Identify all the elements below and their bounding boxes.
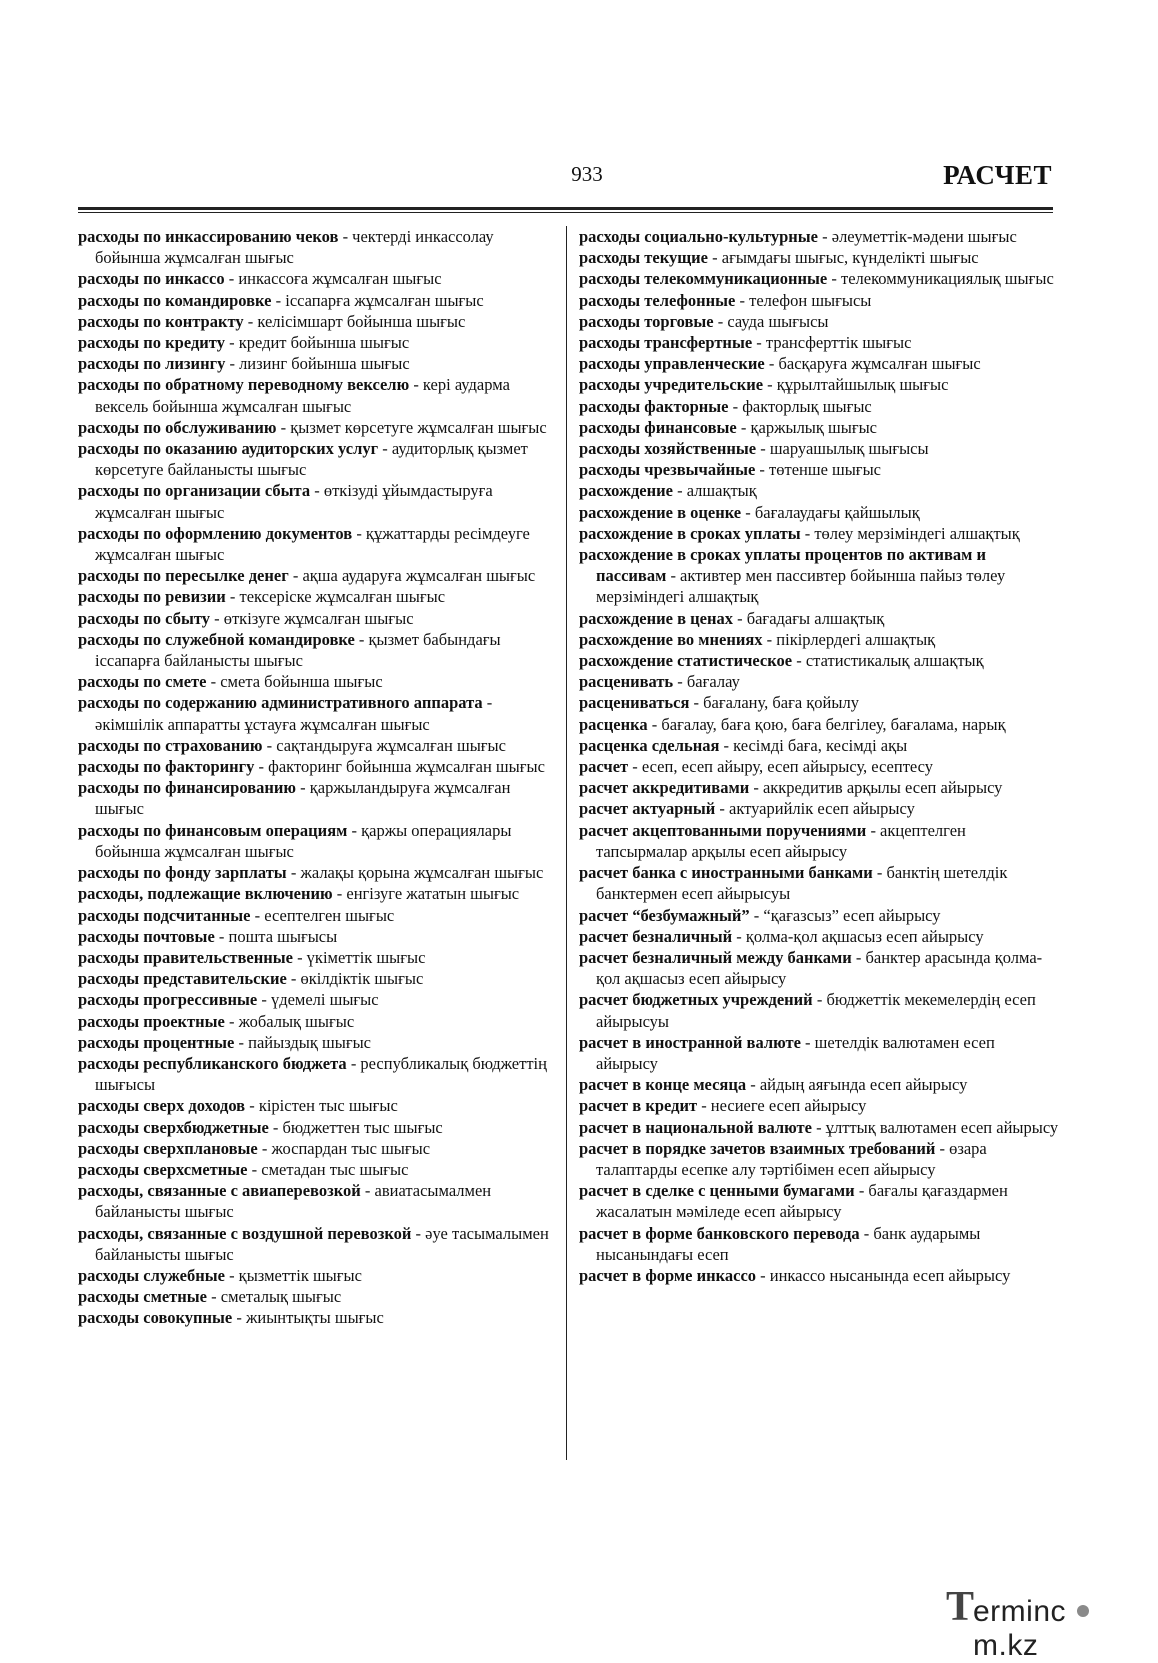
entry-term: расходы почтовые	[78, 926, 215, 946]
entry-definition: - жиынтықты шығыс	[232, 1308, 384, 1328]
entry-term: расчет в конце месяца	[579, 1075, 747, 1095]
entry-definition: - өкілдіктік шығыс	[286, 969, 424, 989]
dictionary-entry	[78, 947, 558, 968]
entry-definition: - кірістен тыс шығыс	[245, 1096, 398, 1116]
dictionary-entry	[579, 714, 1059, 735]
entry-definition: - пошта шығысы	[214, 926, 338, 946]
entry-term: расходы, связанные с авиаперевозкой	[78, 1181, 361, 1201]
dictionary-entry	[78, 268, 558, 289]
dictionary-entry	[78, 226, 558, 268]
entry-definition: - бағалану, баға қойылу	[689, 693, 859, 713]
entry-term: расходы хозяйственные	[579, 439, 757, 459]
dictionary-entry	[78, 290, 558, 311]
dictionary-entry	[78, 926, 558, 947]
entry-term: расходы, связанные с воздушной перевозкой	[78, 1223, 412, 1243]
dictionary-entry	[78, 1180, 558, 1222]
entry-definition: - кері аударма вексель бойынша жұмсалған шығыс	[95, 375, 510, 416]
entry-term: расчет в сделке с ценными бумагами	[579, 1181, 855, 1201]
entry-definition: - тексеріске жұмсалған шығыс	[225, 587, 446, 607]
entry-term: расходы процентные	[78, 1032, 235, 1052]
dictionary-entry	[579, 989, 1059, 1031]
entry-definition: - актуарийлік есеп айырысу	[715, 799, 915, 819]
entry-definition: - бағалау, баға қою, баға белгілеу, бағалама, нарық	[647, 714, 1006, 734]
entry-definition: - іссапарға жұмсалған шығыс	[271, 290, 484, 310]
dictionary-entry	[78, 629, 558, 671]
entry-definition: - несиеге есеп айырысу	[697, 1096, 867, 1116]
entry-definition: - статистикалық алшақтық	[792, 651, 984, 671]
entry-definition: - алшақтық	[672, 481, 757, 501]
entry-definition: - әуе тасымалымен байланысты шығыс	[95, 1223, 549, 1264]
entry-definition: - есептелген шығыс	[250, 905, 395, 925]
watermark-dot-icon	[1077, 1605, 1089, 1617]
entry-definition: - қаржылық шығыс	[736, 417, 877, 437]
entry-term: расхождение в сроках уплаты	[579, 523, 801, 543]
dictionary-entry	[579, 226, 1059, 247]
entry-term: расходы сверхсметные	[78, 1159, 248, 1179]
entry-definition: - акцептелген тапсырмалар арқылы есеп айырысу	[596, 820, 966, 861]
entry-term: расчет в форме инкассо	[579, 1265, 757, 1285]
entry-term: расходы факторные	[579, 396, 729, 416]
entry-definition: - қызмет көрсетуге жұмсалған шығыс	[276, 417, 547, 437]
dictionary-entry	[579, 947, 1059, 989]
entry-term: расходы управленческие	[579, 354, 765, 374]
dictionary-entry	[78, 1159, 558, 1180]
entry-definition: - жалақы қорына жұмсалған шығыс	[286, 863, 544, 883]
entry-term: расходы, подлежащие включению	[78, 884, 333, 904]
entry-term: расходы по командировке	[78, 290, 272, 310]
entry-term: расходы по инкассо	[78, 269, 225, 289]
entry-definition: - қызметтік шығыс	[224, 1265, 362, 1285]
entry-term: расходы по лизингу	[78, 354, 226, 374]
entry-term: расхождение во мнениях	[579, 629, 763, 649]
entry-term: расходы по служебной командировке	[78, 629, 355, 649]
entry-definition: - шаруашылық шығысы	[756, 439, 929, 459]
entry-term: расчет актуарный	[579, 799, 716, 819]
entry-definition: - құрылтайшылық шығыс	[763, 375, 949, 395]
entry-definition: - әлеуметтік-мәдени шығыс	[818, 227, 1017, 246]
entry-definition: - ұлттық валютамен есеп айырысу	[812, 1117, 1059, 1137]
dictionary-entry	[579, 735, 1059, 756]
entry-definition: - телефон шығысы	[735, 290, 872, 310]
entry-definition: - “қағазсыз” есеп айырысу	[749, 905, 941, 925]
dictionary-entry	[579, 798, 1059, 819]
dictionary-entry	[579, 502, 1059, 523]
entry-term: расчет аккредитивами	[579, 778, 750, 798]
dictionary-entry	[78, 374, 558, 416]
entry-definition: - сметадан тыс шығыс	[247, 1159, 409, 1179]
dictionary-entry	[579, 1117, 1059, 1138]
dictionary-entry	[78, 735, 558, 756]
dictionary-entry	[78, 1286, 558, 1307]
termincom-watermark	[946, 1584, 1146, 1662]
entry-definition: - жобалық шығыс	[224, 1011, 355, 1031]
entry-term: расчет в кредит	[579, 1096, 698, 1116]
dictionary-entry	[78, 692, 558, 734]
dictionary-entry	[579, 396, 1059, 417]
entry-term: расчет в порядке зачетов взаимных требований	[579, 1138, 936, 1158]
dictionary-entry	[78, 417, 558, 438]
entry-definition: - үкіметтік шығыс	[292, 947, 426, 967]
dictionary-entry	[579, 756, 1059, 777]
entry-definition: - өткізуді ұйымдастыруға жұмсалған шығыс	[95, 481, 493, 522]
dictionary-entry	[579, 926, 1059, 947]
entry-term: расчет безналичный	[579, 926, 733, 946]
dictionary-entry	[579, 629, 1059, 650]
entry-definition: - ағымдағы шығыс, күнделікті шығыс	[708, 248, 979, 268]
entry-definition: - аккредитив арқылы есеп айырысу	[749, 778, 1003, 798]
dictionary-entry	[579, 290, 1059, 311]
header-rule-thick	[78, 207, 1053, 210]
entry-term: расхождение в сроках уплаты процентов по активам и пассивам	[579, 545, 987, 586]
entry-definition: - сауда шығысы	[713, 311, 829, 331]
dictionary-entry	[78, 1053, 558, 1095]
entry-term: расходы по пересылке денег	[78, 566, 289, 586]
dictionary-entry	[78, 311, 558, 332]
entry-term: расходы по организации сбыта	[78, 481, 311, 501]
entry-term: расходы проектные	[78, 1011, 225, 1031]
entry-term: расходы правительственные	[78, 947, 293, 967]
entry-definition: - бюджеттік мекемелердің есеп айырысуы	[596, 990, 1036, 1031]
entry-definition: - өзара талаптарды есепке алу тәртібімен есеп айырысу	[596, 1138, 987, 1179]
dictionary-entry	[579, 417, 1059, 438]
entry-definition: - төлеу мерзіміндегі алшақтық	[800, 523, 1020, 543]
dictionary-entry	[579, 862, 1059, 904]
entry-term: расходы по оказанию аудиторских услуг	[78, 439, 379, 459]
entry-definition: - инкассоға жұмсалған шығыс	[224, 269, 442, 289]
dictionary-entry	[579, 1032, 1059, 1074]
entry-definition: - телекоммуникациялық шығыс	[827, 269, 1054, 289]
dictionary-entry	[78, 1223, 558, 1265]
entry-term: расходы по ревизии	[78, 587, 226, 607]
entry-term: расходы телефонные	[579, 290, 736, 310]
entry-term: расходы по факторингу	[78, 757, 255, 777]
column-divider	[566, 226, 567, 1460]
entry-definition: - республикалық бюджеттің шығысы	[95, 1053, 547, 1095]
entry-term: расчет акцептованными поручениями	[579, 820, 867, 840]
entry-term: расхождение в оценке	[579, 502, 742, 522]
entry-term: расходы подсчитанные	[78, 905, 251, 925]
entry-term: расценивать	[579, 672, 674, 692]
dictionary-entry	[579, 1265, 1059, 1286]
entry-definition: - банк аударымы нысанындағы есеп	[596, 1223, 981, 1264]
entry-definition: - бағалау	[673, 672, 740, 692]
dictionary-entry	[579, 438, 1059, 459]
watermark-text-part1: erminc	[973, 1595, 1067, 1628]
dictionary-entry	[78, 671, 558, 692]
entry-definition: - бағалы қағаздармен жасалатын мәміледе есеп айырысу	[596, 1181, 1008, 1222]
entry-term: расходы текущие	[579, 248, 708, 268]
entry-definition: - қаржыландыруға жұмсалған шығыс	[95, 778, 511, 819]
entry-definition: - бағалаудағы қайшылық	[741, 502, 920, 522]
dictionary-entry	[579, 353, 1059, 374]
entry-definition: - бюджеттен тыс шығыс	[268, 1117, 443, 1137]
entry-term: расходы по финансовым операциям	[78, 820, 348, 840]
dictionary-entry	[579, 374, 1059, 395]
entry-definition: - факторинг бойынша жұмсалған шығыс	[254, 757, 545, 777]
entry-term: расходы совокупные	[78, 1308, 233, 1328]
entry-term: расходы по обратному переводному векселю	[78, 375, 410, 395]
entry-definition: - өткізуге жұмсалған шығыс	[209, 608, 414, 628]
dictionary-entry	[579, 671, 1059, 692]
entry-term: расходы республиканского бюджета	[78, 1053, 347, 1073]
dictionary-entry	[579, 1138, 1059, 1180]
entry-term: расходы по содержанию административного аппарата	[78, 693, 483, 713]
entry-term: расчет “безбумажный”	[579, 905, 750, 925]
dictionary-entry	[579, 777, 1059, 798]
entry-definition: - активтер мен пассивтер бойынша пайыз төлеу мерзіміндегі алшақтық	[596, 566, 1006, 607]
entry-term: расходы сверхплановые	[78, 1138, 258, 1158]
entry-definition: - жоспардан тыс шығыс	[257, 1138, 431, 1158]
entry-term: расходы по контракту	[78, 311, 244, 331]
entry-term: расходы трансфертные	[579, 333, 753, 353]
dictionary-entry	[78, 1138, 558, 1159]
entry-definition: - смета бойынша шығыс	[206, 672, 383, 692]
dictionary-entry	[78, 332, 558, 353]
entry-definition: - трансферттік шығыс	[752, 333, 912, 353]
dictionary-entry	[78, 905, 558, 926]
dictionary-entry	[579, 480, 1059, 501]
entry-term: расчет в иностранной валюте	[579, 1032, 801, 1052]
entry-definition: - бағадағы алшақтық	[732, 608, 885, 628]
entry-definition: - банктер арасында қолма-қол ақшасыз есеп айырысу	[596, 947, 1043, 989]
dictionary-entry	[579, 523, 1059, 544]
dictionary-entry	[579, 820, 1059, 862]
entry-term: расходы по фонду зарплаты	[78, 863, 287, 883]
dictionary-entry	[579, 544, 1059, 608]
dictionary-entry	[78, 1117, 558, 1138]
watermark-letter-t: T	[946, 1584, 975, 1630]
entry-term: расчет банка с иностранными банками	[579, 863, 873, 883]
entry-definition: - төтенше шығыс	[755, 460, 881, 480]
dictionary-entry	[579, 311, 1059, 332]
entry-term: расхождение в ценах	[579, 608, 733, 628]
entry-definition: - қызмет бабындағы іссапарға байланысты шығыс	[95, 629, 501, 671]
entry-definition: - басқаруға жұмсалған шығыс	[764, 354, 981, 374]
entry-term: расходы по инкассированию чеков	[78, 227, 339, 246]
entry-term: расходы учредительские	[579, 375, 764, 395]
entry-term: расценка	[579, 714, 648, 734]
dictionary-entry	[78, 438, 558, 480]
entry-definition: - үдемелі шығыс	[257, 990, 379, 1010]
dictionary-entry	[579, 332, 1059, 353]
dictionary-entry	[78, 586, 558, 607]
dictionary-entry	[579, 1180, 1059, 1222]
dictionary-entry	[579, 692, 1059, 713]
entry-term: расходы сметные	[78, 1287, 207, 1307]
entry-definition: - енгізуге жататын шығыс	[332, 884, 520, 904]
entry-term: расходы по обслуживанию	[78, 417, 277, 437]
dictionary-entry	[579, 905, 1059, 926]
dictionary-entry	[78, 480, 558, 522]
entry-term: расходы по финансированию	[78, 778, 296, 798]
dictionary-entry	[78, 883, 558, 904]
entry-term: расчет	[579, 757, 629, 777]
entry-term: расчет в национальной валюте	[579, 1117, 812, 1137]
entry-term: расчет бюджетных учреждений	[579, 990, 813, 1010]
entry-definition: - шетелдік валютамен есеп айырысу	[596, 1032, 995, 1073]
entry-term: расхождение	[579, 481, 673, 501]
right-column	[579, 226, 1059, 1286]
dictionary-entry	[579, 459, 1059, 480]
dictionary-entry	[78, 523, 558, 565]
entry-term: расцениваться	[579, 693, 690, 713]
entry-definition: - қолма-қол ақшасыз есеп айырысу	[732, 926, 984, 946]
entry-term: расходы по смете	[78, 672, 207, 692]
dictionary-entry	[78, 820, 558, 862]
dictionary-entry	[78, 608, 558, 629]
dictionary-entry	[579, 1074, 1059, 1095]
entry-term: расходы по оформлению документов	[78, 523, 353, 543]
entry-definition: - инкассо нысанында есеп айырысу	[756, 1265, 1011, 1285]
dictionary-entry	[78, 1095, 558, 1116]
entry-term: расходы сверхбюджетные	[78, 1117, 269, 1137]
entry-term: расходы торговые	[579, 311, 714, 331]
dictionary-entry	[78, 777, 558, 819]
entry-definition: - қаржы операциялары бойынша жұмсалған шығыс	[95, 820, 512, 861]
entry-term: расходы финансовые	[579, 417, 737, 437]
entry-term: расчет безналичный между банками	[579, 947, 852, 967]
entry-term: расходы сверх доходов	[78, 1096, 246, 1116]
entry-definition: - айдың аяғында есеп айырысу	[746, 1075, 968, 1095]
dictionary-entry	[78, 862, 558, 883]
dictionary-entry	[579, 247, 1059, 268]
entry-definition: - әкімшілік аппаратты ұстауға жұмсалған шығыс	[95, 693, 493, 734]
dictionary-entry	[579, 1223, 1059, 1265]
entry-definition: - құжаттарды ресімдеуге жұмсалған шығыс	[95, 523, 530, 565]
dictionary-entry	[78, 756, 558, 777]
entry-definition: - лизинг бойынша шығыс	[225, 354, 410, 374]
entry-term: расходы служебные	[78, 1265, 225, 1285]
header-rule-thin	[78, 212, 1053, 213]
entry-term: расходы чрезвычайные	[579, 460, 756, 480]
entry-definition: - авиатасымалмен байланысты шығыс	[95, 1181, 492, 1222]
entry-definition: - кредит бойынша шығыс	[224, 333, 410, 353]
entry-definition: - факторлық шығыс	[728, 396, 872, 416]
dictionary-entry	[579, 650, 1059, 671]
entry-definition: - сақтандыруға жұмсалған шығыс	[262, 735, 506, 755]
entry-definition: - сметалық шығыс	[207, 1287, 342, 1307]
entry-term: расценка сдельная	[579, 735, 720, 755]
entry-definition: - ақша аударуға жұмсалған шығыс	[288, 566, 536, 586]
entry-definition: - келісімшарт бойынша шығыс	[243, 311, 466, 331]
running-head: РАСЧЕТ	[943, 160, 1052, 190]
dictionary-entry	[579, 268, 1059, 289]
entry-definition: - пікірлердегі алшақтық	[762, 629, 936, 649]
dictionary-entry	[78, 989, 558, 1010]
dictionary-entry	[579, 1095, 1059, 1116]
dictionary-entry	[579, 608, 1059, 629]
entry-term: расходы по сбыту	[78, 608, 210, 628]
dictionary-entry	[78, 1307, 558, 1328]
entry-term: расходы представительские	[78, 969, 287, 989]
entry-definition: - банктің шетелдік банктермен есеп айырысуы	[596, 863, 1008, 904]
watermark-text-part2: m.kz	[973, 1629, 1039, 1662]
dictionary-entry	[78, 1011, 558, 1032]
dictionary-entry	[78, 565, 558, 586]
entry-definition: - пайыздық шығыс	[234, 1032, 371, 1052]
entry-definition: - кесімді баға, кесімді ақы	[719, 735, 908, 755]
entry-term: расходы прогрессивные	[78, 990, 258, 1010]
dictionary-entry	[78, 968, 558, 989]
left-column	[78, 226, 558, 1329]
entry-term: расчет в форме банковского перевода	[579, 1223, 860, 1243]
dictionary-entry	[78, 1032, 558, 1053]
entry-term: расхождение статистическое	[579, 651, 793, 671]
entry-term: расходы по кредиту	[78, 333, 225, 353]
entry-term: расходы телекоммуникационные	[579, 269, 828, 289]
entry-definition: - аудиторлық қызмет көрсетуге байланысты шығыс	[95, 439, 528, 480]
entry-term: расходы социально-культурные	[579, 227, 818, 246]
entry-term: расходы по страхованию	[78, 735, 263, 755]
dictionary-entry	[78, 1265, 558, 1286]
watermark-text	[973, 1595, 1146, 1663]
entry-definition: - есеп, есеп айыру, есеп айырысу, есептесу	[628, 757, 934, 777]
dictionary-entry	[78, 353, 558, 374]
page-number: 933	[571, 162, 603, 186]
entry-definition: - чектерді инкассолау бойынша жұмсалған шығыс	[95, 227, 494, 268]
